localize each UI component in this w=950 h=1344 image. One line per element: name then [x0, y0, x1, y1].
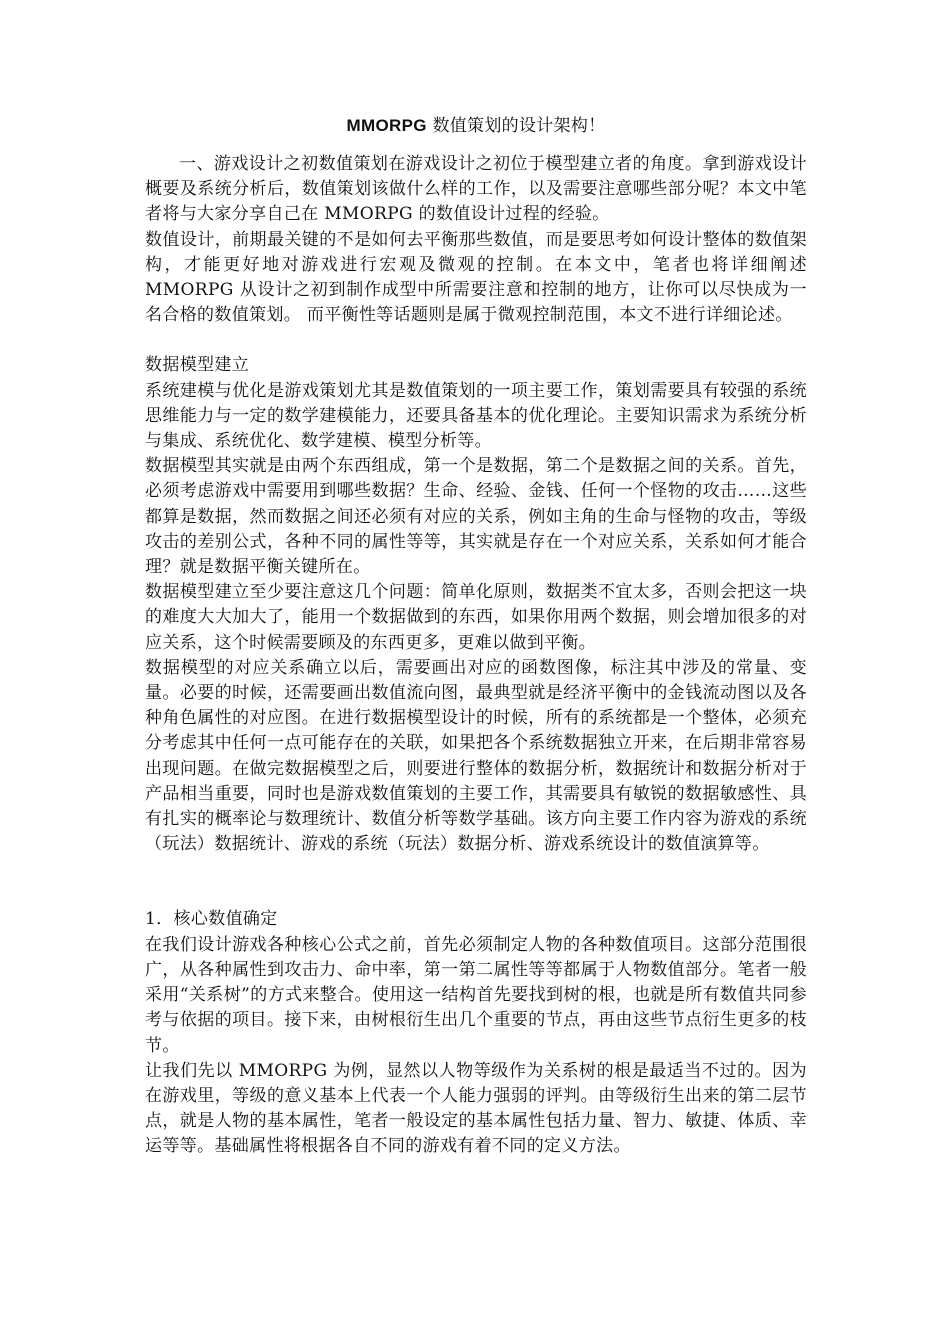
- intro-paragraph: 一、游戏设计之初数值策划在游戏设计之初位于模型建立者的角度。拿到游戏设计概要及系统分析后，数值策划该做什么样的工作，以及需要注意哪些部分呢？本文中笔者将与大家分享自己在 MMORPG 的数值设计过程的经验。: [145, 154, 807, 225]
- paragraph-model-principles: 数据模型建立至少要注意这几个问题：简单化原则，数据类不宜太多，否则会把这一块的难度大大加大了，能用一个数据做到的东西，如果你用两个数据，则会增加很多的对应关系，这个时候需要顾及的东西更多，更难以做到平衡。: [145, 582, 807, 653]
- paragraph-system-modeling: 系统建模与优化是游戏策划尤其是数值策划的一项主要工作，策划需要具有较强的系统思维能力与一定的数学建模能力，还要具备基本的优化理论。主要知识需求为系统分析与集成、系统优化、数学建模、模型分析等。: [145, 380, 807, 452]
- document-title: [145, 112, 807, 140]
- paragraph-level-root: 让我们先以 MMORPG 为例，显然以人物等级作为关系树的根是最适当不过的。因为在游戏里，等级的意义基本上代表一个人能力强弱的评判。由等级衍生出来的第二层节点，就是人物的基本属性，笔者一般设定的基本属性包括力量、智力、敏捷、体质、幸运等等。基础属性将根据各自不同的游戏有着不同的定义方法。: [145, 1060, 807, 1157]
- section-heading-core-values: 1．核心数值确定: [145, 909, 278, 930]
- title-latin: MMORPG: [346, 116, 427, 135]
- title-text: 数值策划的设计架构！: [426, 116, 606, 136]
- paragraph-numerical-design: 数值设计，前期最关键的不是如何去平衡那些数值，而是要思考如何设计整体的数值架构，才能更好地对游戏进行宏观及微观的控制。在本文中，笔者也将详细阐述 MMORPG 从设计之初到制作成型中所需要注意和控制的地方，让你可以尽快成为一名合格的数值策划。 而平衡性等话题则是属于微观控制范围，本文不进行详细论述。: [145, 229, 807, 326]
- paragraph-relation-tree: 在我们设计游戏各种核心公式之前，首先必须制定人物的各种数值项目。这部分范围很广，从各种属性到攻击力、命中率，第一第二属性等等都属于人物数值部分。笔者一般采用“关系树”的方式来整合。使用这一结构首先要找到树的根，也就是所有数值共同参考与依据的项目。接下来，由树根衍生出几个重要的节点，再由这些节点衍生更多的枝节。: [145, 934, 807, 1056]
- spacer: [145, 857, 807, 907]
- section-heading-data-model: 数据模型建立: [145, 355, 250, 376]
- spacer: [145, 328, 807, 353]
- paragraph-data-model-definition: 数据模型其实就是由两个东西组成，第一个是数据，第二个是数据之间的关系。首先，必须考虑游戏中需要用到哪些数据？生命、经验、金钱、任何一个怪物的攻击……这些都算是数据，然而数据之间还必须有对应的关系，例如主角的生命与怪物的攻击，等级攻击的差别公式，各种不同的属性等等，其实就是存在一个对应关系，关系如何才能合理？就是数据平衡关键所在。: [145, 456, 807, 578]
- document-body: [145, 112, 807, 1160]
- paragraph-model-relations: 数据模型的对应关系确立以后，需要画出对应的函数图像，标注其中涉及的常量、变量。必要的时候，还需要画出数值流向图，最典型就是经济平衡中的金钱流动图以及各种角色属性的对应图。在进行数据模型设计的时候，所有的系统都是一个整体，必须充分考虑其中任何一点可能存在的关联，如果把各个系统数据独立开来，在后期非常容易出现问题。在做完数据模型之后，则要进行整体的数据分析，数据统计和数据分析对于产品相当重要，同时也是游戏数值策划的主要工作，其需要具有敏锐的数据敏感性、具有扎实的概率论与数理统计、数值分析等数学基础。该方向主要工作内容为游戏的系统（玩法）数据统计、游戏的系统（玩法）数据分析、游戏系统设计的数值演算等。: [145, 657, 807, 855]
